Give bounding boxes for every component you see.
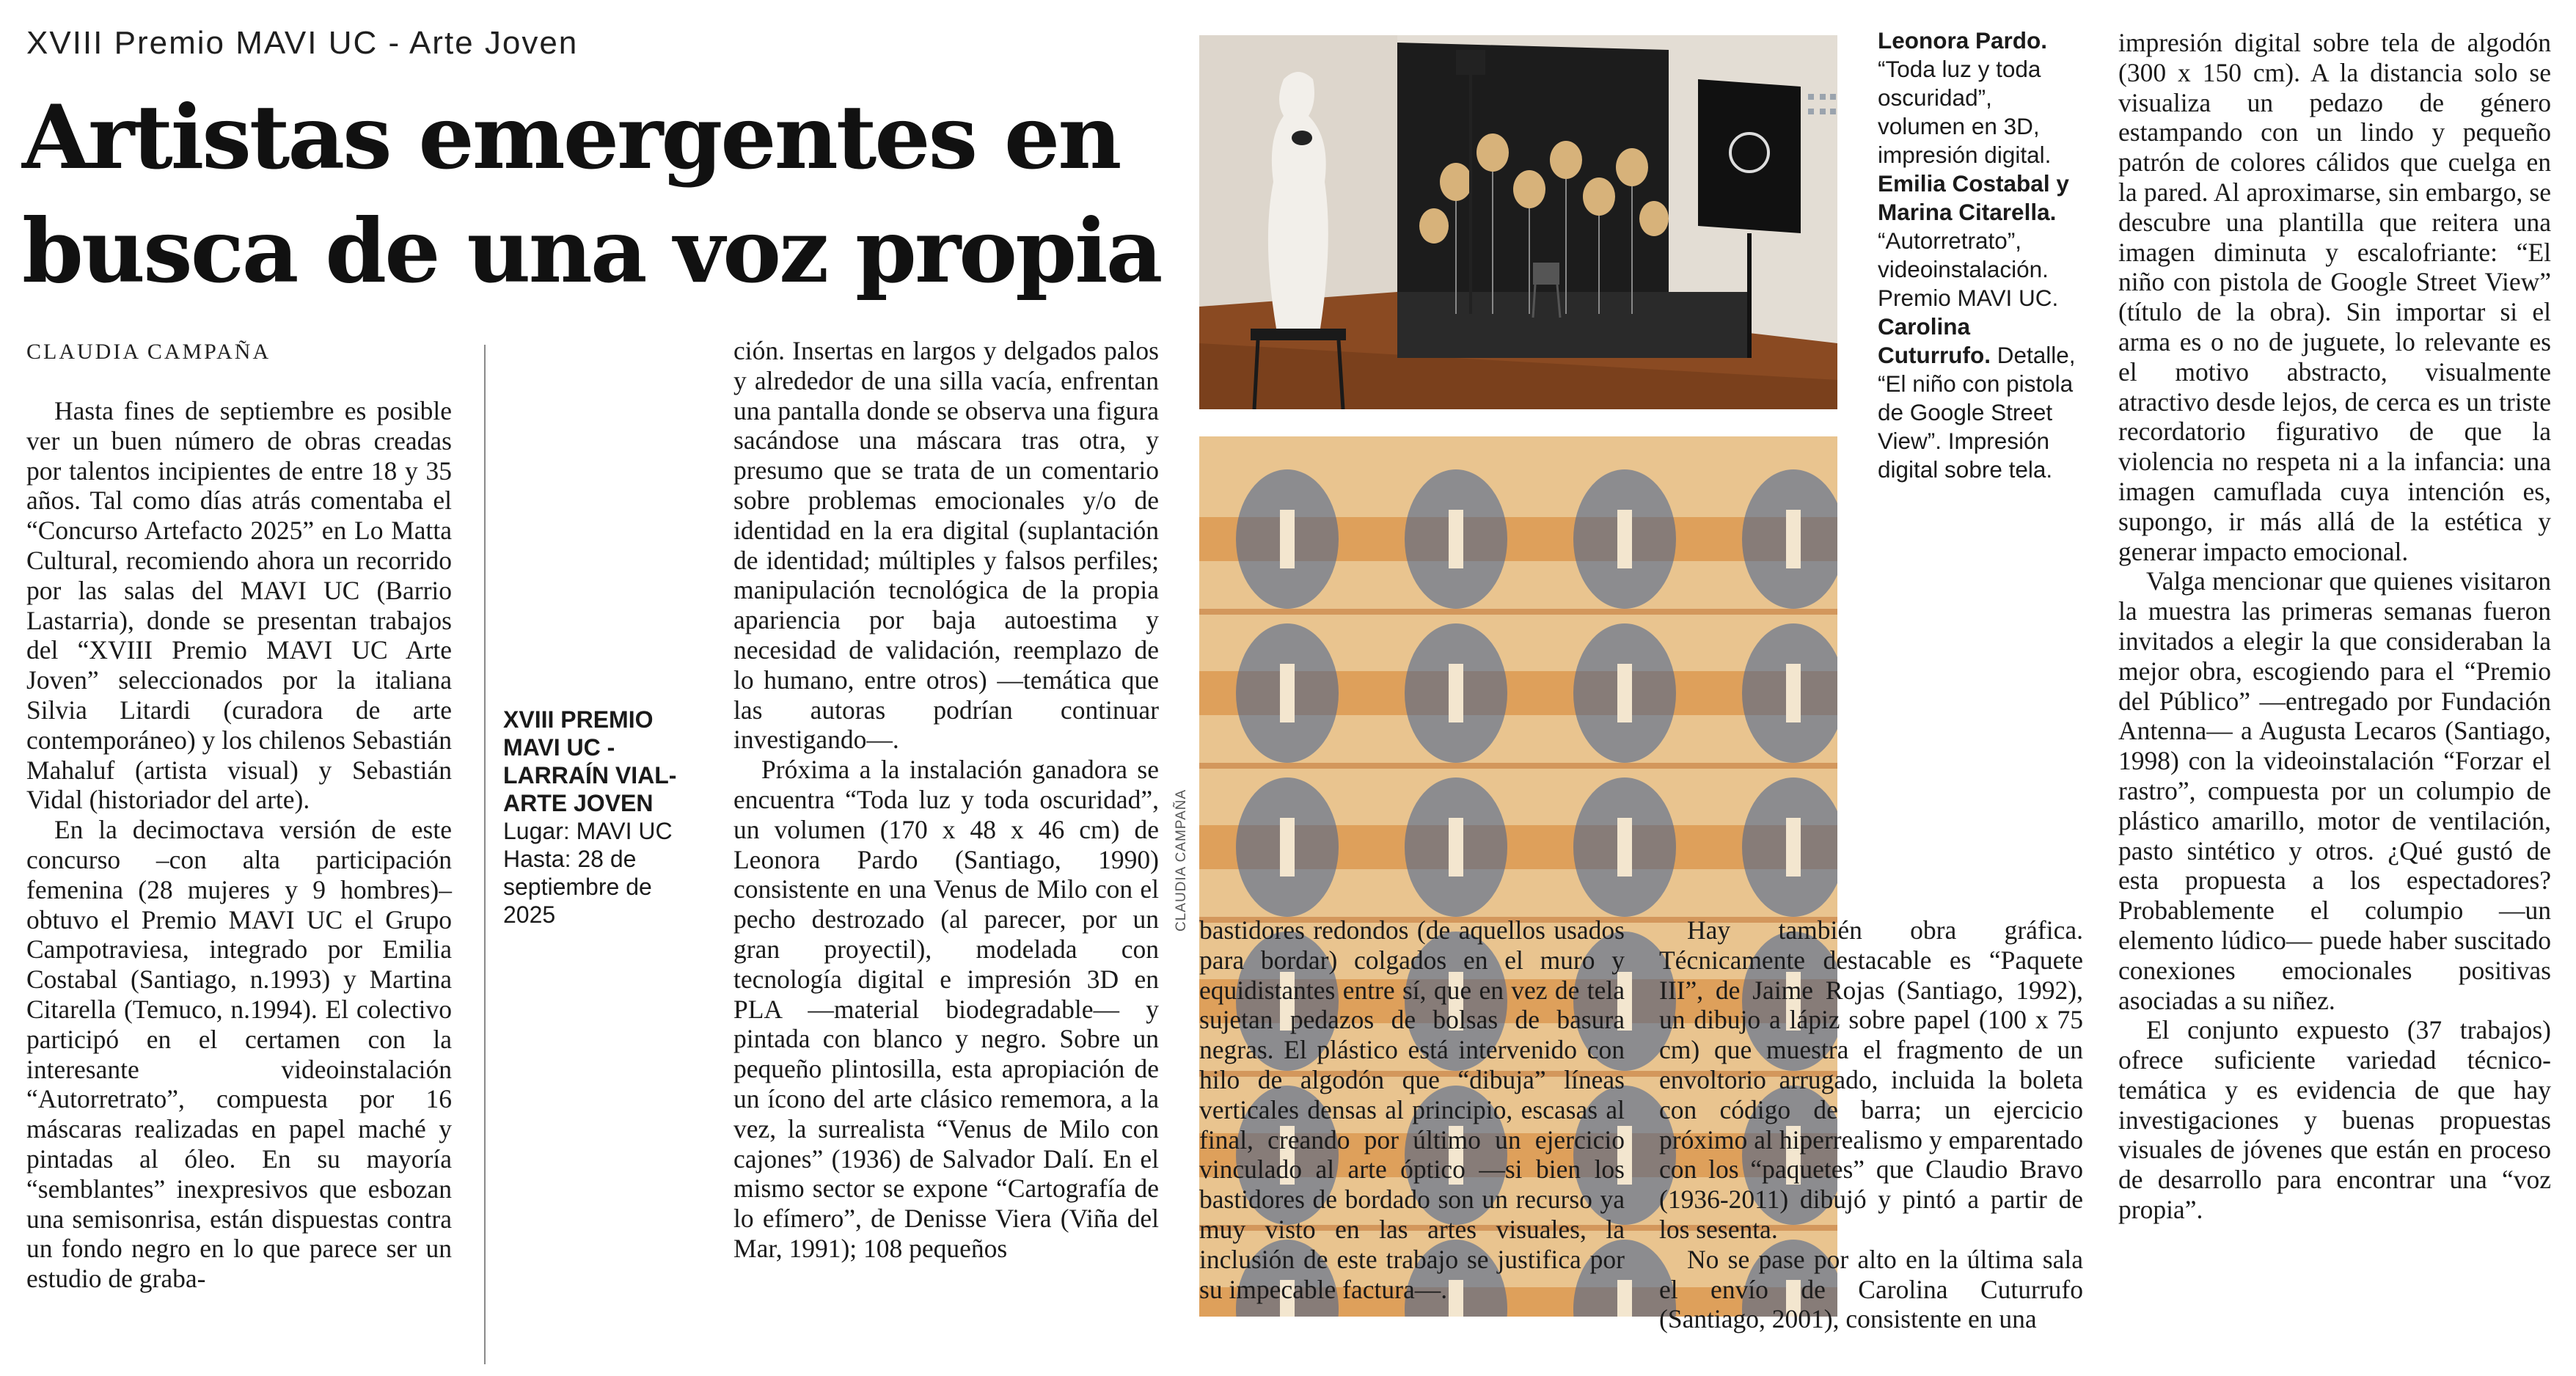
caption-text-3: Detalle, “El niño con pistola de Google Street View”. Impresión digital sobre tela. — [1878, 342, 2076, 483]
fabric-motif-center — [1617, 510, 1632, 568]
fabric-motif-center — [1786, 510, 1801, 568]
fabric-motif-center — [1617, 818, 1632, 877]
paragraph: bastidores redondos (de aquellos usados para bordar) colgados en el muro y equidistantes entre sí, que en vez de tela sujetan pedazos de bolsas de basura negras. El plástico está intervenido con hilo de algodón que “dibuja” líneas verticales densas al principio, escasas al final, creando por último un ejercicio vinculado al arte óptico —si bien los bastidores de bordado son un recurso ya muy visto en las artes visuales, la inclusión de este trabajo se justifica por su impecable factura—. — [1199, 915, 1625, 1304]
fabric-motif-center — [1449, 664, 1463, 722]
paragraph: El conjunto expuesto (37 trabajos) ofrece suficiente variedad técnico-temática y es evidencia de que hay investigaciones y buenas propuestas visuales de jóvenes que están en proceso de desarrollo para encontrar una “voz propia”. — [2118, 1015, 2551, 1225]
caption-artist-1: Leonora Pardo. — [1878, 27, 2048, 54]
infobox-title-line: ARTE JOVEN — [503, 790, 654, 816]
infobox-until: Hasta: 28 de — [503, 846, 637, 872]
paragraph: Valga mencionar que quienes visitaron la muestra las primeras semanas fueron invitados a elegir la que consideraban la mejor obra, escogiendo para el “Premio del Público” —entregado por Fundación Antenna— a Augusta Lecaros (Santiago, 1998) con la videoinstalación “Forzar el rastro”, compuesta por un columpio de plástico amarillo, motor de ventilación, pasto sintético y otros. ¿Qué gustó de esta propuesta a los espectadores? Probablemente el columpio —un elemento lúdico— puede haber suscitado conexiones emocionales positivas asociadas a su niñez. — [2118, 566, 2551, 1015]
caption-artist-3: Carolina Cuturrufo. — [1878, 313, 1991, 368]
caption-text-1: “Toda luz y toda oscuridad”, volumen en 3D, impresión digital. — [1878, 56, 2052, 168]
article-headline — [22, 81, 1210, 308]
article-column-2 — [733, 336, 1159, 1264]
infobox-place: Lugar: MAVI UC — [503, 818, 673, 844]
fabric-motif-center — [1280, 664, 1295, 722]
article-column-4 — [1659, 915, 2083, 1334]
infobox-until: septiembre de — [503, 874, 652, 900]
fabric-motif-center — [1786, 818, 1801, 877]
infobox-until: 2025 — [503, 901, 556, 928]
fabric-motif-center — [1280, 818, 1295, 877]
fabric-motif-center — [1786, 664, 1801, 722]
photo-caption — [1878, 26, 2079, 484]
exhibition-infobox — [503, 706, 701, 929]
byline: CLAUDIA CAMPAÑA — [26, 340, 271, 364]
fabric-stripe — [1199, 609, 1837, 615]
fabric-motif-center — [1280, 510, 1295, 568]
infobox-title-line: XVIII PREMIO — [503, 706, 654, 733]
fabric-motif-center — [1617, 664, 1632, 722]
paragraph: Hay también obra gráfica. Técnicamente destacable es “Paquete III”, de Jaime Rojas (Santiago, 1992), un dibujo a lápiz sobre papel (100 x 75 cm) que muestra el fragmento de un envoltorio arrugado, incluida la boleta con código de barra; un ejercicio próximo al hiperrealismo y emparentado con los “paquetes” que Claudio Bravo (1936-2011) dibujó y pintó a partir de los sesenta. — [1659, 915, 2083, 1244]
headline-line-2: busca de una voz propia — [22, 200, 1161, 303]
paragraph: ción. Insertas en largos y delgados palos y alrededor de una silla vacía, enfrentan una pantalla donde se observa una figura sacándose una máscara tras otra, y presumo que se trata de un comentario sobre problemas emocionales y/o de identidad en la era digital (suplantación de identidad; múltiples y falsos perfiles; manipulación tecnológica de la propia apariencia por baja autoestima y necesidad de validación, reemplazo de lo humano, entre otros) —temática que las autoras podrían continuar investigando—. — [733, 336, 1159, 755]
article-column-5 — [2118, 28, 2551, 1225]
installation-photo — [1199, 35, 1837, 409]
headline-line-1: Artistas emergentes en — [22, 86, 1120, 189]
infobox-title — [503, 706, 701, 817]
paragraph: En la decimoctava versión de este concurso –con alta participación femenina (28 mujeres y 9 hombres)– obtuvo el Premio MAVI UC el Grupo Campotraviesa, integrado por Emilia Costabal (Santiago, n.1993) y Martina Citarella (Temuco, n.1994). El colectivo participó en el certamen con la interesante videoinstalación “Autorretrato”, compuesta por 16 máscaras realizadas en papel maché y pintadas al óleo. En su mayoría “semblantes” inexpresivos que esbozan una semisonrisa, están dispuestas contra un fondo negro en lo que parece ser un estudio de graba- — [26, 815, 452, 1294]
paragraph: Próxima a la instalación ganadora se encuentra “Toda luz y toda oscuridad”, un volumen (170 x 48 x 46 cm) de Leonora Pardo (Santiago, 1990) consistente en una Venus de Milo con el pecho destrozado (al parecer, por un gran proyectil), modelada con tecnología digital e impresión 3D en PLA —material biodegradable— y pintada con blanco y negro. Sobre un pequeño plintosilla, esta apropiación de un ícono del arte clásico rememora, a la vez, la surrealista “Venus de Milo con cajones” (1936) de Salvador Dalí. En el mismo sector se expone “Cartografía de lo efímero”, de Denisse Viera (Viña del Mar, 1991); 108 pequeños — [733, 755, 1159, 1263]
photo-credit: CLAUDIA CAMPAÑA — [1174, 788, 1189, 932]
fabric-stripe — [1199, 763, 1837, 769]
article-column-1 — [26, 396, 452, 1294]
caption-text-2: “Autorretrato”, videoinstalación. Premio MAVI UC. — [1878, 227, 2059, 311]
paragraph: impresión digital sobre tela de algodón (300 x 150 cm). A la distancia solo se visualiza un pedazo de género estampando con un lindo y pequeño patrón de colores cálidos que cuelga en la pared. Al aproximarse, sin embargo, se descubre una plantilla que reitera una imagen diminuta y escalofriante: “El niño con pistola de Google Street View” (título de la obra). Sin importar si el arma es o no de juguete, lo relevante es el motivo abstracto, visualmente atractivo desde lejos, de cerca es un triste recordatorio figurativo de que la violencia no respeta ni a la infancia: una imagen camuflada cuya intención es, supongo, ir más allá de la estética y generar impacto emocional. — [2118, 28, 2551, 566]
column-rule — [484, 345, 486, 1364]
fabric-motif-center — [1449, 510, 1463, 568]
caption-artist-2: Emilia Costabal y Marina Citarella. — [1878, 170, 2069, 225]
paragraph: Hasta fines de septiembre es posible ver un buen número de obras creadas por talentos incipientes de entre 18 y 35 años. Tal como días atrás comentaba el “Concurso Artefacto 2025” en Lo Matta Cultural, recomiendo ahora un recorrido por las salas del MAVI UC (Barrio Lastarria), donde se presentan trabajos del “XVIII Premio MAVI UC Arte Joven” seleccionados por la italiana Silvia Litardi (curadora de arte contemporáneo) y los chilenos Sebastián Mahaluf (artista visual) y Sebastián Vidal (historiador del arte). — [26, 396, 452, 815]
infobox-title-line: LARRAÍN VIAL- — [503, 762, 677, 788]
fabric-motif-center — [1449, 818, 1463, 877]
infobox-title-line: MAVI UC - — [503, 734, 615, 761]
paragraph: No se pase por alto en la última sala el envío de Carolina Cuturrufo (Santiago, 2001), consistente en una — [1659, 1244, 2083, 1334]
section-kicker: XVIII Premio MAVI UC - Arte Joven — [26, 25, 579, 61]
article-column-3 — [1199, 915, 1625, 1304]
